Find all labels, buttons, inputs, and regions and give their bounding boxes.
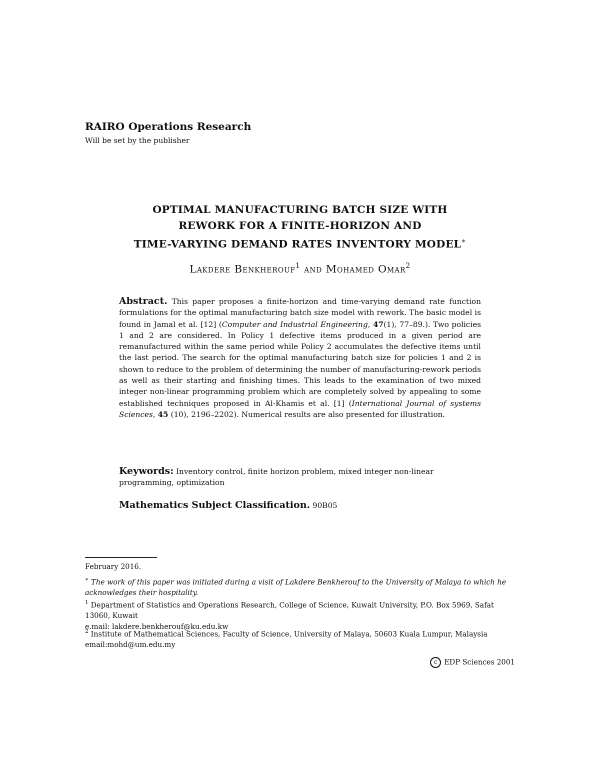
abstract-journal-2: International Journal of systems Sciences [119,398,482,419]
footnote-affiliation-2 [85,627,515,651]
abstract-volume-1: 47 [372,319,384,329]
footnote-date: February 2016. [85,562,142,571]
title-footnote-mark: ∗ [461,237,467,245]
publisher-note: Will be set by the publisher [85,136,190,145]
msc-classification [119,500,481,511]
journal-name: RAIRO Operations Research [85,121,252,133]
author-1: Lakdere Benkherouf [189,263,296,276]
footnote-1-email: e.mail: lakdere.benkherouf@ku.edu.kw [85,621,229,631]
footnote-2-text: Institute of Mathematical Sciences, Faculty of Science, University of Malaya, 50603 Kuala Lumpur, Malaysia [90,629,488,639]
title-line-3: TIME-VARYING DEMAND RATES INVENTORY MODEL∗ [133,237,467,251]
paper-title [85,203,515,253]
abstract-journal-1: Computer and Industrial Engineering [221,319,368,329]
footnote-star-text: The work of this paper was initiated during a visit of Lakdere Benkherouf to the University of Malaya to which he acknowledges their hospitality. [85,577,507,597]
abstract-volume-2: 45 [157,409,169,419]
abstract-label: Abstract. [119,296,168,307]
footnote-2-mark: 2 [85,629,89,635]
abstract: Abstract. This paper proposes a finite-horizon and time-varying demand rate function formulations for the optimal manufacturing batch size model with rework. The basic model is found in Jamal et al. [12] (Computer and Industrial Engineering, 47(1), 77–89.). Two policies 1 and 2 are considered. In Policy 1 defective items produced in a given period are remanufactured within the same period while Policy 2 accumulates the defective items until the last period. The search for the optimal manufacturing batch size for policies 1 and 2 is shown to reduce to the problem of determining the number of manufacturing-rework periods as well as their starting and finishing times. This leads to the examination of two mixed integer non-linear programming problem which are completely solved by appealing to some established techniques proposed in Al-Khamis et al. [1] (International Journal of systems Sciences, 45 (10), 2196–2202). Numerical results are also presented for illustration. [119,296,482,419]
msc-label: Mathematics Subject Classification. [119,500,311,511]
footnote-star-mark: ∗ [85,577,89,583]
author-conjunction: and [304,263,323,276]
author-2: Mohamed Omar [325,263,406,276]
copyright-notice [390,657,515,668]
keywords-text: Inventory control, finite horizon problem, mixed integer non-linear programming, optimization [119,467,434,488]
abstract-text-3: (10), 2196–2202). Numerical results are also presented for illustration. [170,409,446,419]
keywords [119,466,481,489]
author-1-mark: 1 [295,262,301,270]
author-2-mark: 2 [405,262,411,270]
footnote-2-email: email:mohd@um.edu.my [85,639,176,649]
footnote-divider [85,557,157,558]
keywords-label: Keywords: [119,466,174,477]
title-line-1: OPTIMAL MANUFACTURING BATCH SIZE WITH [152,204,448,216]
msc-code: 90B05 [312,501,338,510]
copyright-text: EDP Sciences 2001 [444,657,515,667]
abstract-text-1: This paper proposes a finite-horizon and time-varying demand rate function formulations for the optimal manufacturing batch size model with rework. The basic model is found in Jamal et al. [12] ( [119,297,481,329]
footnote-1-mark: 1 [85,600,89,606]
copyright-icon: c [430,657,441,668]
author-list [85,262,515,276]
title-line-2: REWORK FOR A FINITE-HORIZON AND [178,219,422,232]
abstract-text-2: (1), 77–89.). Two policies 1 and 2 are considered. In Policy 1 defective items produced in a given period are remanufactured within the same period while Policy 2 accumulates the defective items until the last period. The search for the optimal manufacturing batch size for policies 1 and 2 is shown to reduce to the problem of determining the number of manufacturing-rework periods as well as their starting and finishing times. This leads to the examination of two mixed integer non-linear programming problem which are completely solved by appealing to some established techniques proposed in Al-Khamis et al. [1] ( [119,319,481,408]
footnote-1-text: Department of Statistics and Operations Research, College of Science, Kuwait University, P.O. Box 5969, Safat 13060, Kuwait [85,600,494,620]
footnote-acknowledgement [85,575,515,599]
